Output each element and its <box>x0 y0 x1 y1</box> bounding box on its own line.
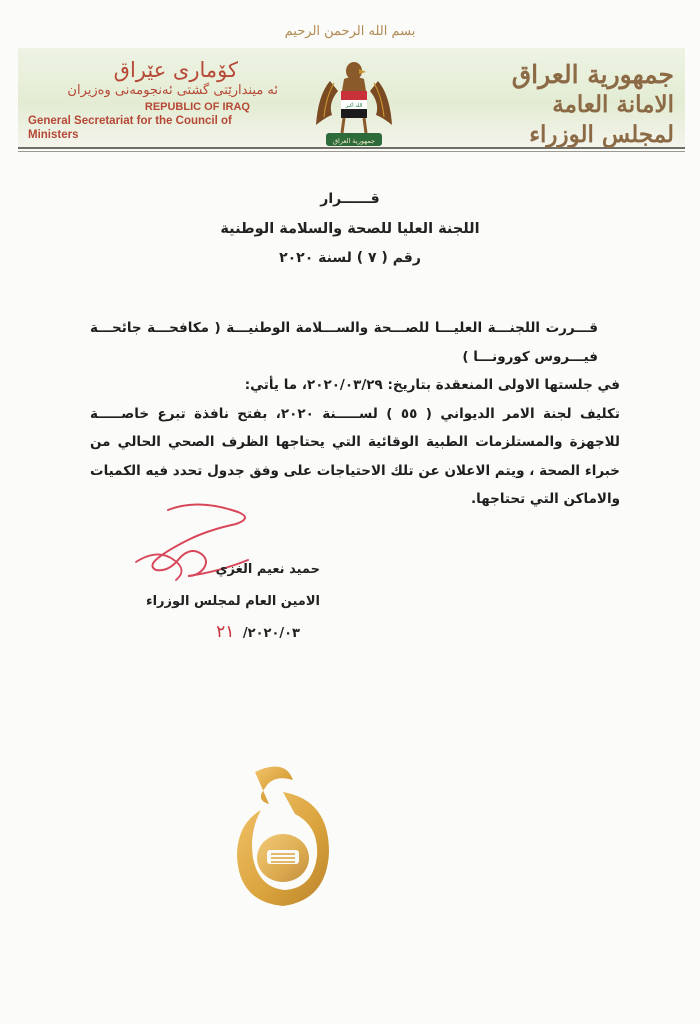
channel-logo-watermark-icon <box>225 760 345 910</box>
signatory-title: الامين العام لمجلس الوزراء <box>145 594 320 609</box>
committee-name: اللجنة العليا للصحة والسلامة الوطنية <box>220 221 480 237</box>
kurdish-secretariat-title: ئه‌ میندارێتی گشتی ئه‌نجومه‌نی وه‌زیران <box>67 83 278 98</box>
english-republic-title: REPUBLIC OF IRAQ <box>144 101 250 113</box>
arabic-republic-title: جمهورية العراق <box>511 60 674 89</box>
signature-date <box>150 622 300 642</box>
svg-text:جمهورية العراق: جمهورية العراق <box>333 137 375 145</box>
date-year-month: ٢٠٢٠/٠٣/ <box>242 626 300 641</box>
letterhead-kurdish-english <box>28 58 278 142</box>
emblem-scroll-text <box>333 137 375 145</box>
arabic-secretariat-title: الامانة العامة لمجلس الوزراء <box>529 91 674 148</box>
decision-number: رقم ( ٧ ) لسنة ٢٠٢٠ <box>279 250 421 266</box>
body-paragraph-decision: تكليف لجنة الامر الديواني ( ٥٥ ) لســـــنة ٢٠٢٠، بفتح نافذة تبرع خاصـــــة للاجهزة والمستلزمات الطبية الوقائية التي يحتاجها الظرف الصحي الحالي من خبراء الصحة ، ويتم الاعلان عن تلك الاحتياجات على وفق جدول تحدد فيه الكميات والاماكن التي تحتاجها. <box>90 405 620 507</box>
date-handwritten-day: ٢١ <box>216 622 235 642</box>
emblem-motto <box>345 102 363 109</box>
decision-title-block <box>0 188 700 270</box>
body-paragraph-intro: قـــررت اللجنـــة العليـــا للصـــحة والســـلامة الوطنيـــة ( مكافحـــة جائحـــة فيـــروس كورونـــا ) <box>90 320 598 365</box>
basmala: بسم الله الرحمن الرحيم <box>284 24 416 39</box>
decision-body <box>90 314 620 514</box>
iraq-eagle-emblem-icon <box>308 55 400 165</box>
body-paragraph-session: في جلستها الاولى المنعقدة بتاريخ: ٢٠٢٠/٠٣/٢٩، ما يأتي: <box>244 377 620 393</box>
english-secretariat-title: General Secretariat for the Council of Ministers <box>28 115 232 141</box>
signatory-name: حميد نعيم الغزي <box>215 562 320 577</box>
svg-text:الله أكبر: الله أكبر <box>345 103 363 109</box>
decision-label: قــــــرار <box>320 191 380 207</box>
kurdish-republic-title: کۆماری عێراق <box>113 58 238 82</box>
letterhead-arabic <box>474 60 674 150</box>
